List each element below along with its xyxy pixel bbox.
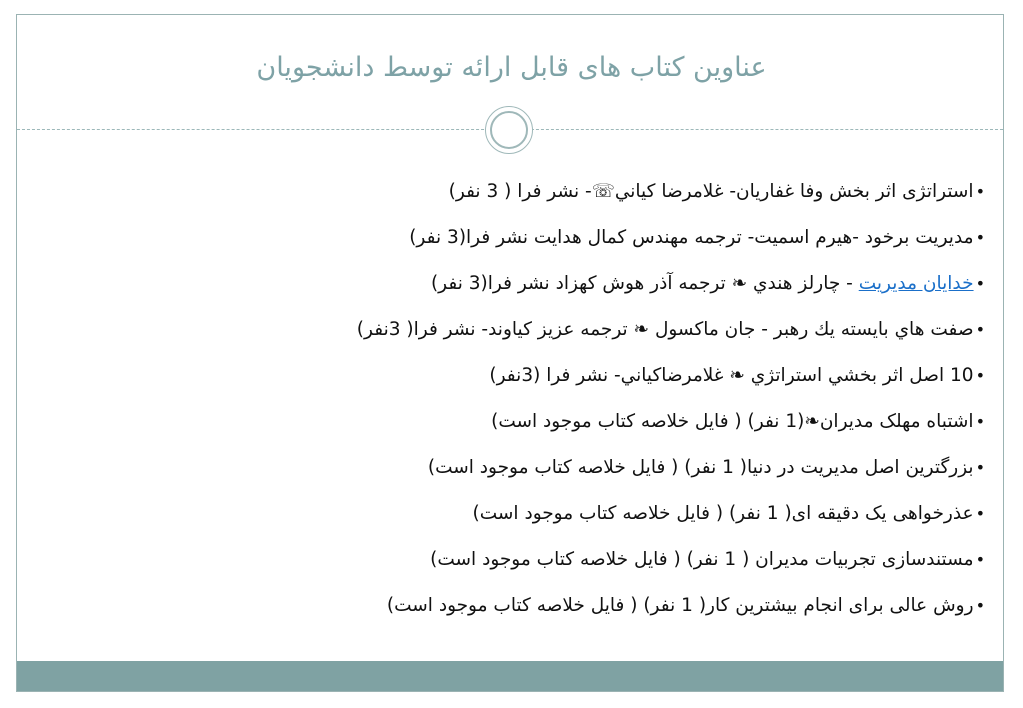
book-item-9: [135, 548, 985, 594]
divider-circle-ornament: [485, 106, 533, 154]
book-item-text: مدیریت برخود -هیرم اسمیت- ترجمه مهندس کمال هدایت نشر فرا(3 نفر): [409, 227, 974, 248]
bullet-icon: •: [975, 228, 985, 247]
bullet-icon: •: [975, 412, 985, 431]
slide-title: عناوین کتاب های قابل ارائه توسط دانشجویان: [256, 52, 767, 83]
book-item-7: [135, 456, 985, 502]
book-item-text: عذرخواهی یک دقیقه ای( 1 نفر) ( فایل خلاصه کتاب موجود است): [472, 503, 974, 524]
book-item-8: [135, 502, 985, 548]
bullet-icon: •: [975, 274, 985, 293]
bullet-icon: •: [975, 550, 985, 569]
book-item-2: [135, 226, 985, 272]
book-item-4: [135, 318, 985, 364]
book-title-link[interactable]: خدايان مديريت: [858, 273, 974, 294]
book-item-text: اشتباه مهلک مدیران❧(1 نفر) ( فایل خلاصه کتاب موجود است): [491, 411, 974, 432]
bullet-icon: •: [975, 458, 985, 477]
book-item-text: - چارلز هندي ❧ ترجمه آذر هوش کهزاد نشر فرا(3 نفر): [430, 273, 859, 294]
footer-bar: [17, 661, 1003, 691]
book-item-text: استراتژی اثر بخش وفا غفاریان- غلامرضا کياني☏- نشر فرا ( 3 نفر): [448, 181, 974, 202]
book-item-text: مستندسازی تجربیات مدیران ( 1 نفر) ( فایل خلاصه کتاب موجود است): [430, 549, 974, 570]
bullet-icon: •: [975, 504, 985, 523]
book-item-3: [135, 272, 985, 318]
bullet-icon: •: [975, 596, 985, 615]
book-item-text: روش عالی برای انجام بیشترین کار( 1 نفر) ( فایل خلاصه کتاب موجود است): [386, 595, 974, 616]
divider-circle-inner: [490, 111, 528, 149]
book-item-1: [135, 180, 985, 226]
book-item-5: [135, 364, 985, 410]
book-item-text: صفت هاي بايسته يك رهبر - جان ماكسول ❧ ترجمه عزیز کیاوند- نشر فرا( 3نفر): [356, 319, 974, 340]
book-item-10: [135, 594, 985, 640]
book-item-6: [135, 410, 985, 456]
book-item-text: 10 اصل اثر بخشي استراتژي ❧ غلامرضاكياني- نشر فرا (3نفر): [489, 365, 974, 386]
bullet-icon: •: [975, 182, 985, 201]
book-list: [135, 180, 985, 640]
bullet-icon: •: [975, 320, 985, 339]
bullet-icon: •: [975, 366, 985, 385]
book-item-text: بزرگترین اصل مدیریت در دنیا( 1 نفر) ( فایل خلاصه کتاب موجود است): [427, 457, 974, 478]
